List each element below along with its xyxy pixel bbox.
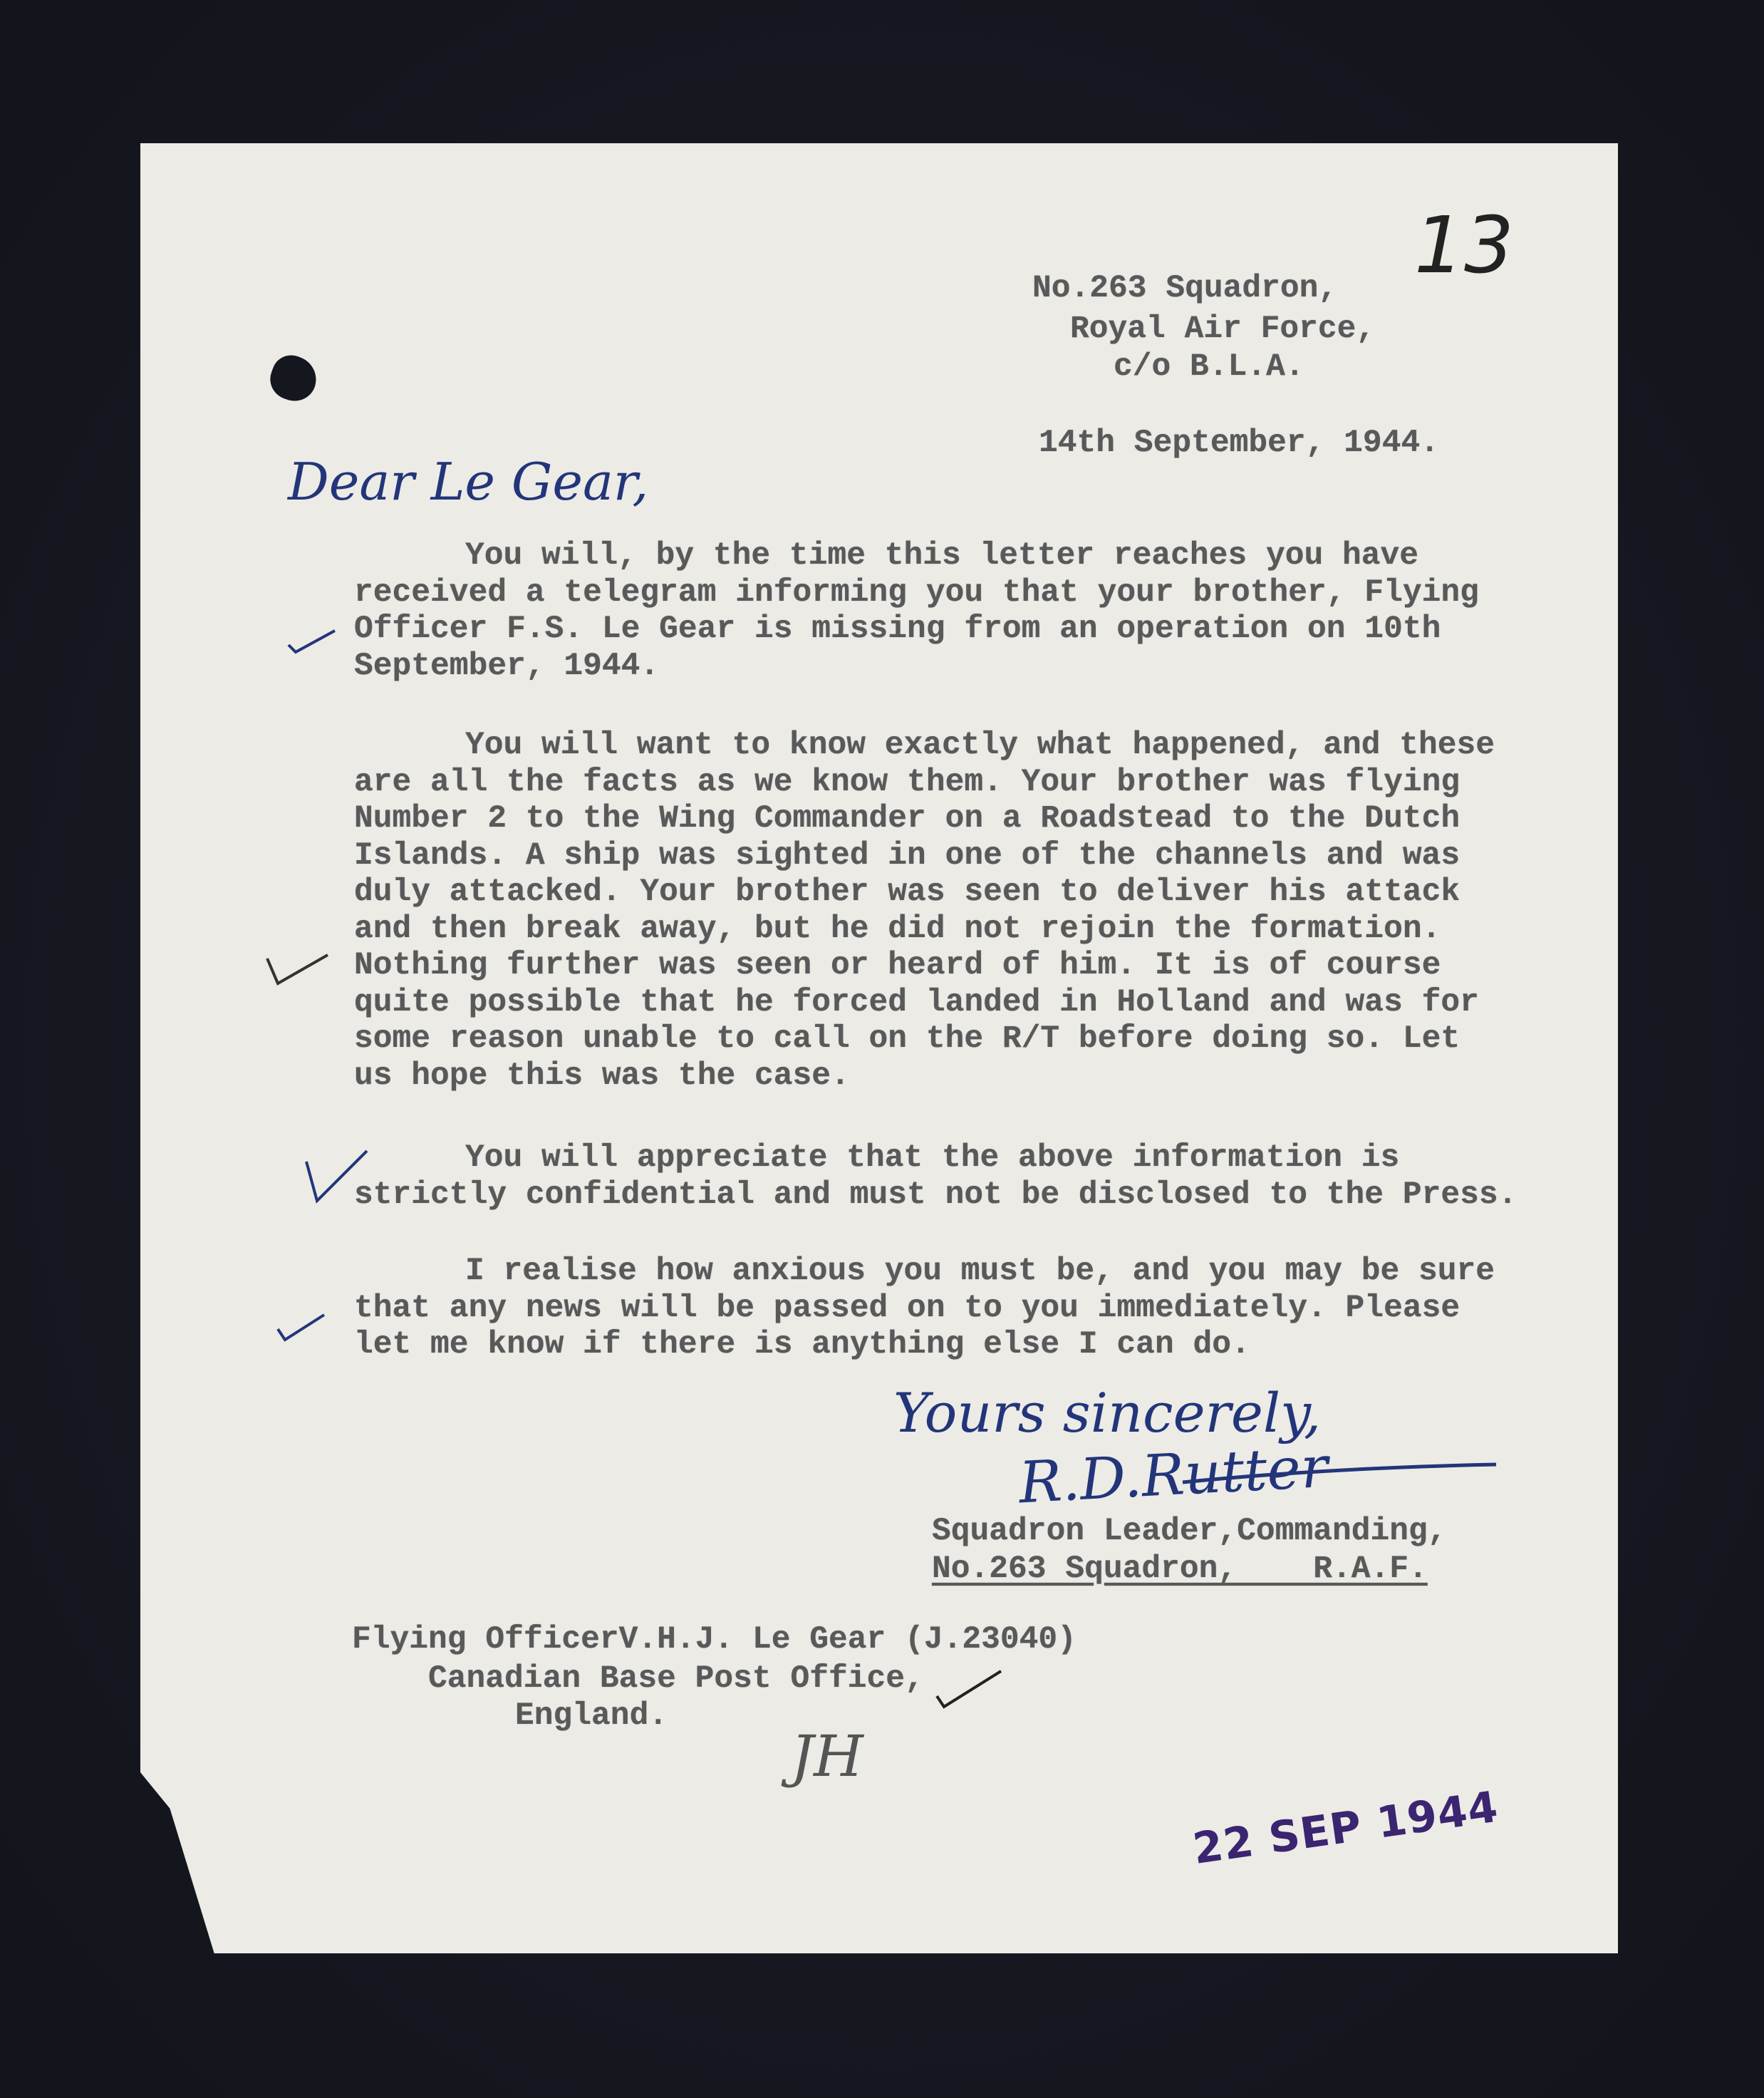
body-line: Officer F.S. Le Gear is missing from an operation on 10th bbox=[354, 611, 1441, 647]
signature-flourish bbox=[1183, 1454, 1503, 1497]
checkmark-icon bbox=[274, 1308, 331, 1343]
body-line: that any news will be passed on to you immediately. Please bbox=[354, 1290, 1461, 1326]
letter-date: 14th September, 1944. bbox=[1039, 425, 1439, 461]
body-line: us hope this was the case. bbox=[354, 1058, 850, 1094]
body-line: strictly confidential and must not be disclosed to the Press. bbox=[354, 1177, 1517, 1213]
signatory-unit: No.263 Squadron, R.A.F. bbox=[932, 1551, 1428, 1587]
signature: R.D.Rutter bbox=[1017, 1433, 1330, 1516]
sender-address-line: No.263 Squadron, bbox=[1032, 271, 1338, 306]
salutation: Dear Le Gear, bbox=[288, 452, 649, 512]
body-line: quite possible that he forced landed in Holland and was for bbox=[354, 984, 1479, 1020]
recipient-line: Canadian Base Post Office, bbox=[428, 1661, 924, 1697]
body-line: duly attacked. Your brother was seen to deliver his attack bbox=[354, 874, 1461, 910]
initials: JH bbox=[791, 1723, 863, 1789]
body-line: Nothing further was seen or heard of him. It is of course bbox=[354, 948, 1441, 983]
sender-address-line: c/o B.L.A. bbox=[1114, 349, 1304, 385]
closing: Yours sincerely, bbox=[893, 1381, 1322, 1445]
body-line: are all the facts as we know them. Your brother was flying bbox=[354, 764, 1461, 800]
body-line: received a telegram informing you that your brother, Flying bbox=[354, 574, 1479, 611]
body-line: I realise how anxious you must be, and you may be sure bbox=[465, 1254, 1495, 1289]
body-line: You will appreciate that the above information is bbox=[465, 1140, 1400, 1176]
body-line: Number 2 to the Wing Commander on a Roadstead to the Dutch bbox=[354, 801, 1461, 837]
checkmark-icon bbox=[933, 1668, 1005, 1710]
body-line: some reason unable to call on the R/T before doing so. Let bbox=[354, 1021, 1461, 1057]
body-line: You will, by the time this letter reaches you have bbox=[465, 538, 1419, 574]
checkmark-icon bbox=[303, 1147, 374, 1204]
body-line: You will want to know exactly what happened, and these bbox=[465, 728, 1495, 763]
folio-number: 13 bbox=[1414, 200, 1514, 291]
received-date-stamp: 22 SEP 1944 bbox=[1190, 1782, 1502, 1874]
body-line: let me know if there is anything else I can do. bbox=[354, 1327, 1250, 1363]
checkmark-icon bbox=[264, 948, 335, 991]
recipient-line: England. bbox=[515, 1698, 668, 1734]
recipient-line: Flying OfficerV.H.J. Le Gear (J.23040) bbox=[352, 1622, 1076, 1658]
body-line: and then break away, but he did not rejoin the formation. bbox=[354, 911, 1441, 947]
signatory-title: Squadron Leader,Commanding, bbox=[932, 1514, 1447, 1549]
body-line: September, 1944. bbox=[354, 648, 660, 684]
sender-address-line: Royal Air Force, bbox=[1070, 311, 1376, 347]
checkmark-icon bbox=[285, 620, 342, 656]
body-line: Islands. A ship was sighted in one of the channels and was bbox=[354, 837, 1461, 874]
